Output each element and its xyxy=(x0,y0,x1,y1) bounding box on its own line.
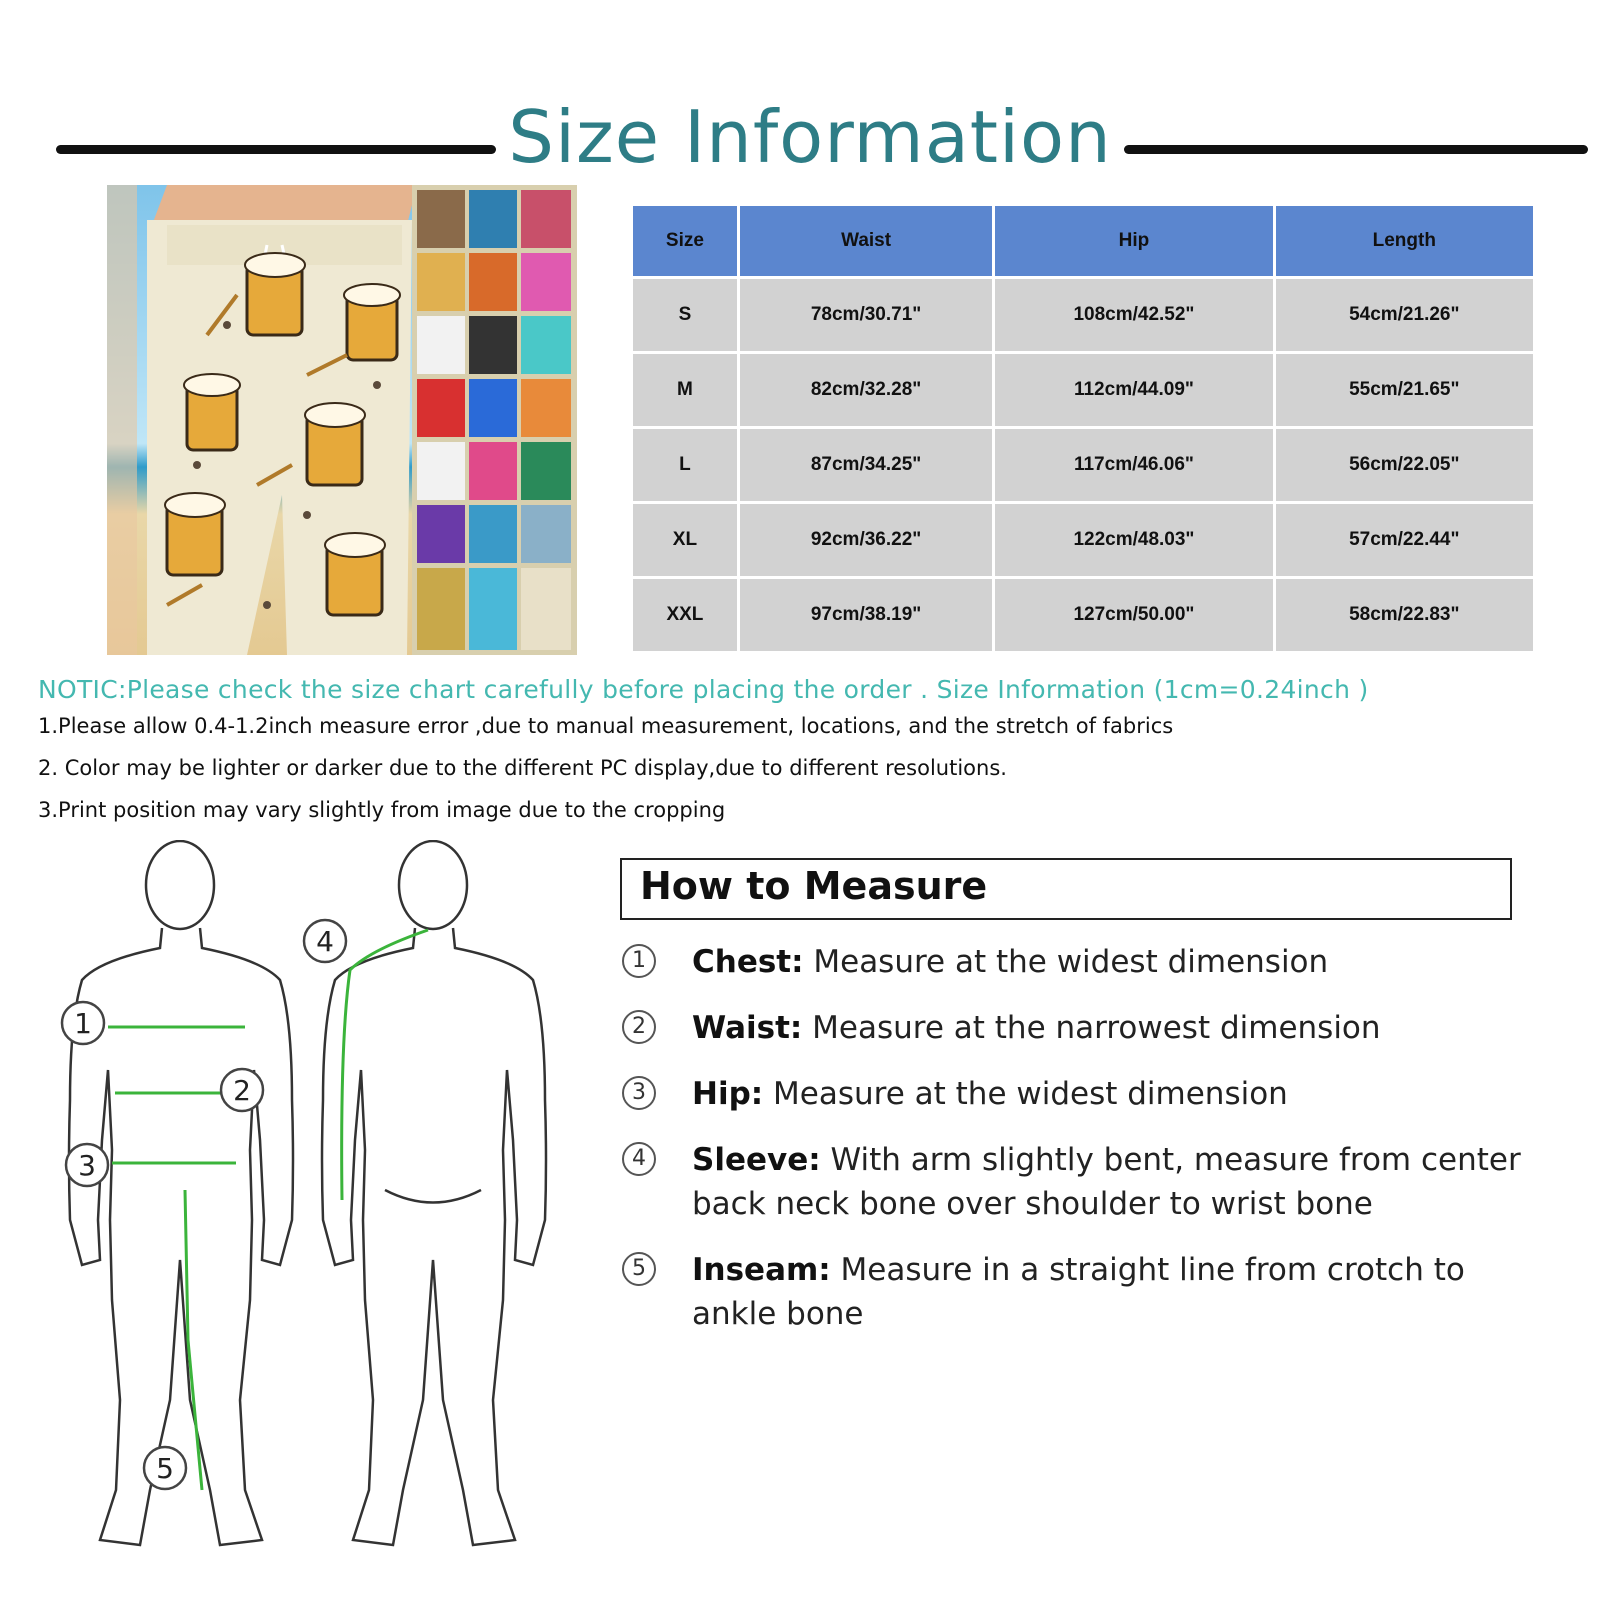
measure-detail: Measure at the widest dimension xyxy=(763,1076,1288,1112)
col-header-length: Length xyxy=(1276,206,1533,276)
measure-description xyxy=(692,1072,1552,1116)
measure-label: Chest: xyxy=(692,944,804,980)
note-color: 2. Color may be lighter or darker due to the different PC display,due to different resolutions. xyxy=(38,756,1007,780)
table-header-row xyxy=(633,206,1533,276)
measure-item-chest xyxy=(620,940,1550,1000)
cell-size: XXL xyxy=(633,579,737,651)
marker-5: 5 xyxy=(156,1452,174,1485)
measure-description xyxy=(692,1248,1552,1336)
marker-4: 4 xyxy=(316,925,334,958)
cell-hip: 117cm/46.06" xyxy=(995,429,1272,501)
table-row xyxy=(633,579,1533,651)
cell-length: 54cm/21.26" xyxy=(1276,279,1533,351)
cell-hip: 108cm/42.52" xyxy=(995,279,1272,351)
measure-number: 5 xyxy=(622,1252,656,1286)
measure-description xyxy=(692,1138,1552,1226)
how-to-measure-title: How to Measure xyxy=(640,864,988,908)
measure-item-waist xyxy=(620,1006,1550,1066)
size-notice: NOTIC:Please check the size chart carefully before placing the order . Size Information (1cm=0.24inch ) xyxy=(38,675,1369,704)
table-row xyxy=(633,504,1533,576)
size-chart-table xyxy=(630,203,1536,654)
back-body-outline xyxy=(322,841,546,1545)
measure-lines xyxy=(108,930,428,1490)
cell-waist: 87cm/34.25" xyxy=(740,429,992,501)
table-row xyxy=(633,279,1533,351)
measure-item-inseam xyxy=(620,1248,1550,1348)
measure-detail: Measure at the narrowest dimension xyxy=(802,1010,1381,1046)
measure-item-sleeve xyxy=(620,1138,1550,1238)
measure-detail: With arm slightly bent, measure from center back neck bone over shoulder to wrist bone xyxy=(692,1142,1521,1222)
col-header-waist: Waist xyxy=(740,206,992,276)
col-header-size: Size xyxy=(633,206,737,276)
measure-number: 2 xyxy=(622,1010,656,1044)
cell-waist: 92cm/36.22" xyxy=(740,504,992,576)
cell-hip: 112cm/44.09" xyxy=(995,354,1272,426)
measure-label: Sleeve: xyxy=(692,1142,821,1178)
measure-detail: Measure at the widest dimension xyxy=(803,944,1329,980)
cell-waist: 78cm/30.71" xyxy=(740,279,992,351)
title-rule-left xyxy=(56,145,496,154)
marker-2: 2 xyxy=(233,1074,251,1107)
how-to-measure-header xyxy=(620,858,1512,920)
note-measure-error: 1.Please allow 0.4-1.2inch measure error ,due to manual measurement, locations, and the stretch of fabrics xyxy=(38,714,1174,738)
cell-size: S xyxy=(633,279,737,351)
marker-3: 3 xyxy=(78,1149,96,1182)
measure-label: Inseam: xyxy=(692,1252,831,1288)
cell-size: XL xyxy=(633,504,737,576)
table-row xyxy=(633,354,1533,426)
note-print-position: 3.Print position may vary slightly from image due to the cropping xyxy=(38,798,726,822)
table-row xyxy=(633,429,1533,501)
beer-print-shorts-illustration xyxy=(107,185,577,655)
body-measurement-figures xyxy=(40,840,600,1580)
measure-detail: Measure in a straight line from crotch to ankle bone xyxy=(692,1252,1465,1332)
measure-label: Hip: xyxy=(692,1076,764,1112)
cell-hip: 127cm/50.00" xyxy=(995,579,1272,651)
front-body-outline xyxy=(69,841,293,1545)
cell-waist: 82cm/32.28" xyxy=(740,354,992,426)
cell-length: 56cm/22.05" xyxy=(1276,429,1533,501)
measure-number: 4 xyxy=(622,1142,656,1176)
marker-1: 1 xyxy=(74,1007,92,1040)
cell-length: 57cm/22.44" xyxy=(1276,504,1533,576)
measure-label: Waist: xyxy=(692,1010,803,1046)
measure-number: 1 xyxy=(622,944,656,978)
measure-description xyxy=(692,1006,1552,1050)
measure-number: 3 xyxy=(622,1076,656,1110)
page-title: Size Information xyxy=(508,95,1112,179)
title-rule-right xyxy=(1124,145,1588,154)
cell-size: L xyxy=(633,429,737,501)
col-header-hip: Hip xyxy=(995,206,1272,276)
cell-length: 55cm/21.65" xyxy=(1276,354,1533,426)
product-photo xyxy=(107,185,577,655)
measure-markers xyxy=(62,920,346,1489)
cell-length: 58cm/22.83" xyxy=(1276,579,1533,651)
measure-item-hip xyxy=(620,1072,1550,1132)
title-bar xyxy=(56,92,1542,182)
cell-waist: 97cm/38.19" xyxy=(740,579,992,651)
cell-hip: 122cm/48.03" xyxy=(995,504,1272,576)
body-outline-diagram xyxy=(40,840,600,1580)
cell-size: M xyxy=(633,354,737,426)
measure-description xyxy=(692,940,1552,984)
